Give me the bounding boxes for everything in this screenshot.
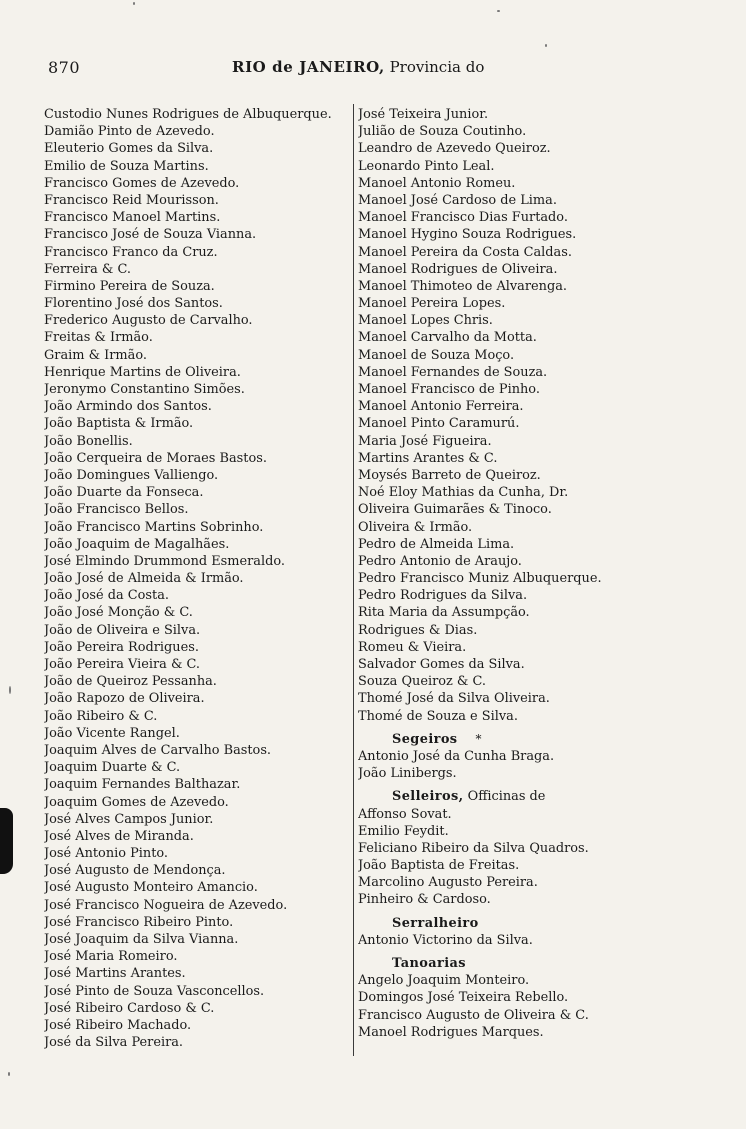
page-number: 870 (48, 58, 81, 77)
section-heading (358, 788, 690, 805)
running-head (232, 58, 484, 76)
directory-entry: José Francisco Ribeiro Pinto. (44, 914, 234, 930)
directory-entry: Manoel José Cardoso de Lima. (358, 192, 557, 208)
directory-entry: José Alves de Miranda. (44, 828, 194, 844)
directory-entry: Manoel Pereira Lopes. (358, 296, 506, 312)
section-title: Serralheiro (392, 915, 479, 931)
directory-entry: Leandro de Azevedo Queiroz. (358, 141, 551, 157)
directory-entry: João Bonellis. (44, 433, 133, 449)
directory-entry: Francisco Franco da Cruz. (44, 244, 218, 260)
directory-entry: Julião de Souza Coutinho. (358, 124, 527, 140)
section-title: Segeiros (392, 731, 458, 747)
directory-entry: João Domingues Valliengo. (44, 467, 219, 483)
directory-entry: Marcolino Augusto Pereira. (358, 875, 538, 891)
section-heading (358, 731, 690, 748)
directory-entry: João Francisco Martins Sobrinho. (44, 519, 264, 535)
directory-entry: Pinheiro & Cardoso. (358, 892, 491, 908)
directory-entry: José Augusto de Mendonça. (44, 863, 226, 879)
directory-entry: Domingos José Teixeira Rebello. (358, 990, 569, 1006)
directory-entry: Emilio de Souza Martins. (44, 158, 209, 174)
directory-entry: José Alves Campos Junior. (44, 811, 214, 827)
directory-entry: Manoel Francisco Dias Furtado. (358, 210, 568, 226)
directory-entry: Manoel Carvalho da Motta. (358, 330, 537, 346)
directory-entry: José Martins Arantes. (44, 966, 186, 982)
directory-entry: Antonio Victorino da Silva. (358, 932, 533, 948)
directory-entry: João José Monção & C. (44, 605, 193, 621)
directory-entry: José Maria Romeiro. (44, 949, 178, 965)
section-heading (358, 915, 690, 932)
directory-entry: Francisco José de Souza Vianna. (44, 227, 257, 243)
directory-entry: Rita Maria da Assumpção. (358, 605, 530, 621)
directory-entry: João Vicente Rangel. (44, 725, 180, 741)
directory-entry: Souza Queiroz & C. (358, 674, 486, 690)
section-title: Tanoarias (392, 956, 466, 971)
directory-entry: Martins Arantes & C. (358, 450, 498, 466)
directory-entry: Manoel Antonio Ferreira. (358, 399, 524, 415)
directory-entry: José Francisco Nogueira de Azevedo. (44, 897, 288, 913)
asterisk-mark: * (475, 731, 482, 746)
page-header (0, 58, 746, 80)
directory-entry: José Antonio Pinto. (44, 846, 169, 862)
directory-entry: José Augusto Monteiro Amancio. (44, 880, 258, 896)
directory-entry: Manoel Rodrigues Marques. (358, 1024, 544, 1040)
directory-entry: João Baptista & Irmão. (44, 416, 194, 432)
directory-entry: Oliveira Guimarães & Tinoco. (358, 502, 552, 518)
paper-speck (497, 10, 500, 12)
directory-entry: Feliciano Ribeiro da Silva Quadros. (358, 840, 589, 856)
directory-entry: Manoel Thimoteo de Alvarenga. (358, 278, 567, 294)
directory-entry: João de Oliveira e Silva. (44, 622, 201, 638)
directory-entry: Francisco Gomes de Azevedo. (44, 175, 240, 191)
section-heading (358, 955, 690, 972)
directory-entry: Francisco Manoel Martins. (44, 210, 221, 226)
directory-entry: João Pereira Rodrigues. (44, 639, 199, 655)
directory-entry: Graim & Irmão. (44, 347, 147, 363)
directory-entry: Pedro Rodrigues da Silva. (358, 588, 528, 604)
directory-entry: Romeu & Vieira. (358, 639, 467, 655)
directory-entry: João de Queiroz Pessanha. (44, 674, 217, 690)
ink-blot (0, 808, 13, 874)
directory-entry: João José de Almeida & Irmão. (44, 571, 244, 587)
directory-entry: Joaquim Gomes de Azevedo. (44, 794, 229, 810)
section-title: Selleiros, (392, 789, 464, 805)
paper-speck (133, 2, 135, 5)
directory-entry: João Linibergs. (358, 766, 457, 782)
column-divider (353, 104, 354, 1056)
directory-entry: Antonio José da Cunha Braga. (358, 748, 555, 764)
directory-entry: Manoel Lopes Chris. (358, 313, 493, 329)
directory-entry: Henrique Martins de Oliveira. (44, 364, 241, 380)
left-column (44, 106, 352, 1051)
directory-entry: Emilio Feydit. (358, 823, 449, 839)
directory-entry: Affonso Sovat. (358, 806, 452, 822)
right-column (358, 106, 690, 1041)
directory-entry: Manoel de Souza Moço. (358, 347, 515, 363)
directory-entry: João Ribeiro & C. (44, 708, 158, 724)
directory-entry: João Armindo dos Santos. (44, 399, 212, 415)
directory-entry: Manoel Antonio Romeu. (358, 175, 516, 191)
running-head-subtitle: Provincia do (389, 58, 485, 76)
directory-entry: José Ribeiro Cardoso & C. (44, 1000, 215, 1016)
directory-entry: Manoel Pinto Caramurú. (358, 416, 520, 432)
directory-entry: Pedro de Almeida Lima. (358, 536, 515, 552)
directory-entry: Damião Pinto de Azevedo. (44, 124, 215, 140)
directory-entry: Joaquim Fernandes Balthazar. (44, 777, 241, 793)
directory-entry: João Rapozo de Oliveira. (44, 691, 205, 707)
directory-entry: João Joaquim de Magalhães. (44, 536, 230, 552)
directory-entry: José Teixeira Junior. (358, 107, 489, 122)
paper-speck (9, 686, 11, 694)
directory-entry: José Joaquim da Silva Vianna. (44, 932, 239, 947)
directory-entry: Pedro Francisco Muniz Albuquerque. (358, 571, 602, 587)
directory-entry: Manoel Hygino Souza Rodrigues. (358, 227, 577, 243)
directory-entry: Manoel Pereira da Costa Caldas. (358, 244, 572, 260)
directory-entry: Manoel Francisco de Pinho. (358, 382, 540, 397)
directory-entry: José Pinto de Souza Vasconcellos. (44, 983, 265, 999)
directory-entry: Angelo Joaquim Monteiro. (358, 973, 530, 989)
directory-entry: Pedro Antonio de Araujo. (358, 553, 522, 569)
directory-entry: Custodio Nunes Rodrigues de Albuquerque. (44, 107, 332, 122)
directory-entry: Manoel Fernandes de Souza. (358, 364, 548, 380)
directory-entry: João Pereira Vieira & C. (44, 657, 201, 672)
directory-entry: João Baptista de Freitas. (358, 858, 520, 874)
directory-entry: Francisco Augusto de Oliveira & C. (358, 1007, 589, 1023)
paper-speck (8, 1072, 10, 1076)
directory-entry: Florentino José dos Santos. (44, 296, 223, 312)
directory-entry: Manoel Rodrigues de Oliveira. (358, 261, 558, 277)
directory-entry: Firmino Pereira de Souza. (44, 278, 215, 294)
directory-entry: Francisco Reid Mourisson. (44, 192, 219, 208)
directory-entry: José Elmindo Drummond Esmeraldo. (44, 553, 285, 569)
directory-entry: Thomé de Souza e Silva. (358, 708, 518, 724)
directory-entry: José da Silva Pereira. (44, 1035, 184, 1051)
directory-entry: João Duarte da Fonseca. (44, 485, 204, 501)
directory-entry: João José da Costa. (44, 588, 169, 604)
directory-entry: Salvador Gomes da Silva. (358, 657, 525, 672)
directory-entry: Eleuterio Gomes da Silva. (44, 141, 214, 157)
directory-entry: Joaquim Duarte & C. (44, 760, 181, 776)
directory-entry: José Ribeiro Machado. (44, 1017, 192, 1033)
directory-entry: Rodrigues & Dias. (358, 622, 478, 638)
directory-entry: Leonardo Pinto Leal. (358, 158, 495, 174)
directory-entry: João Francisco Bellos. (44, 502, 189, 518)
directory-entry: Maria José Figueira. (358, 433, 492, 449)
directory-entry: Freitas & Irmão. (44, 330, 153, 346)
directory-entry: Jeronymo Constantino Simões. (44, 382, 245, 397)
directory-entry: Noé Eloy Mathias da Cunha, Dr. (358, 485, 569, 501)
directory-entry: Oliveira & Irmão. (358, 519, 473, 535)
directory-entry: João Cerqueira de Moraes Bastos. (44, 450, 267, 466)
directory-entry: Moysés Barreto de Queiroz. (358, 467, 541, 483)
directory-entry: Joaquim Alves de Carvalho Bastos. (44, 742, 272, 758)
paper-speck (545, 44, 547, 47)
directory-entry: Frederico Augusto de Carvalho. (44, 313, 253, 329)
directory-entry: Ferreira & C. (44, 261, 131, 277)
section-subtitle: Officinas de (467, 789, 546, 805)
directory-entry: Thomé José da Silva Oliveira. (358, 691, 550, 707)
running-head-title: RIO de JANEIRO, (232, 58, 385, 76)
